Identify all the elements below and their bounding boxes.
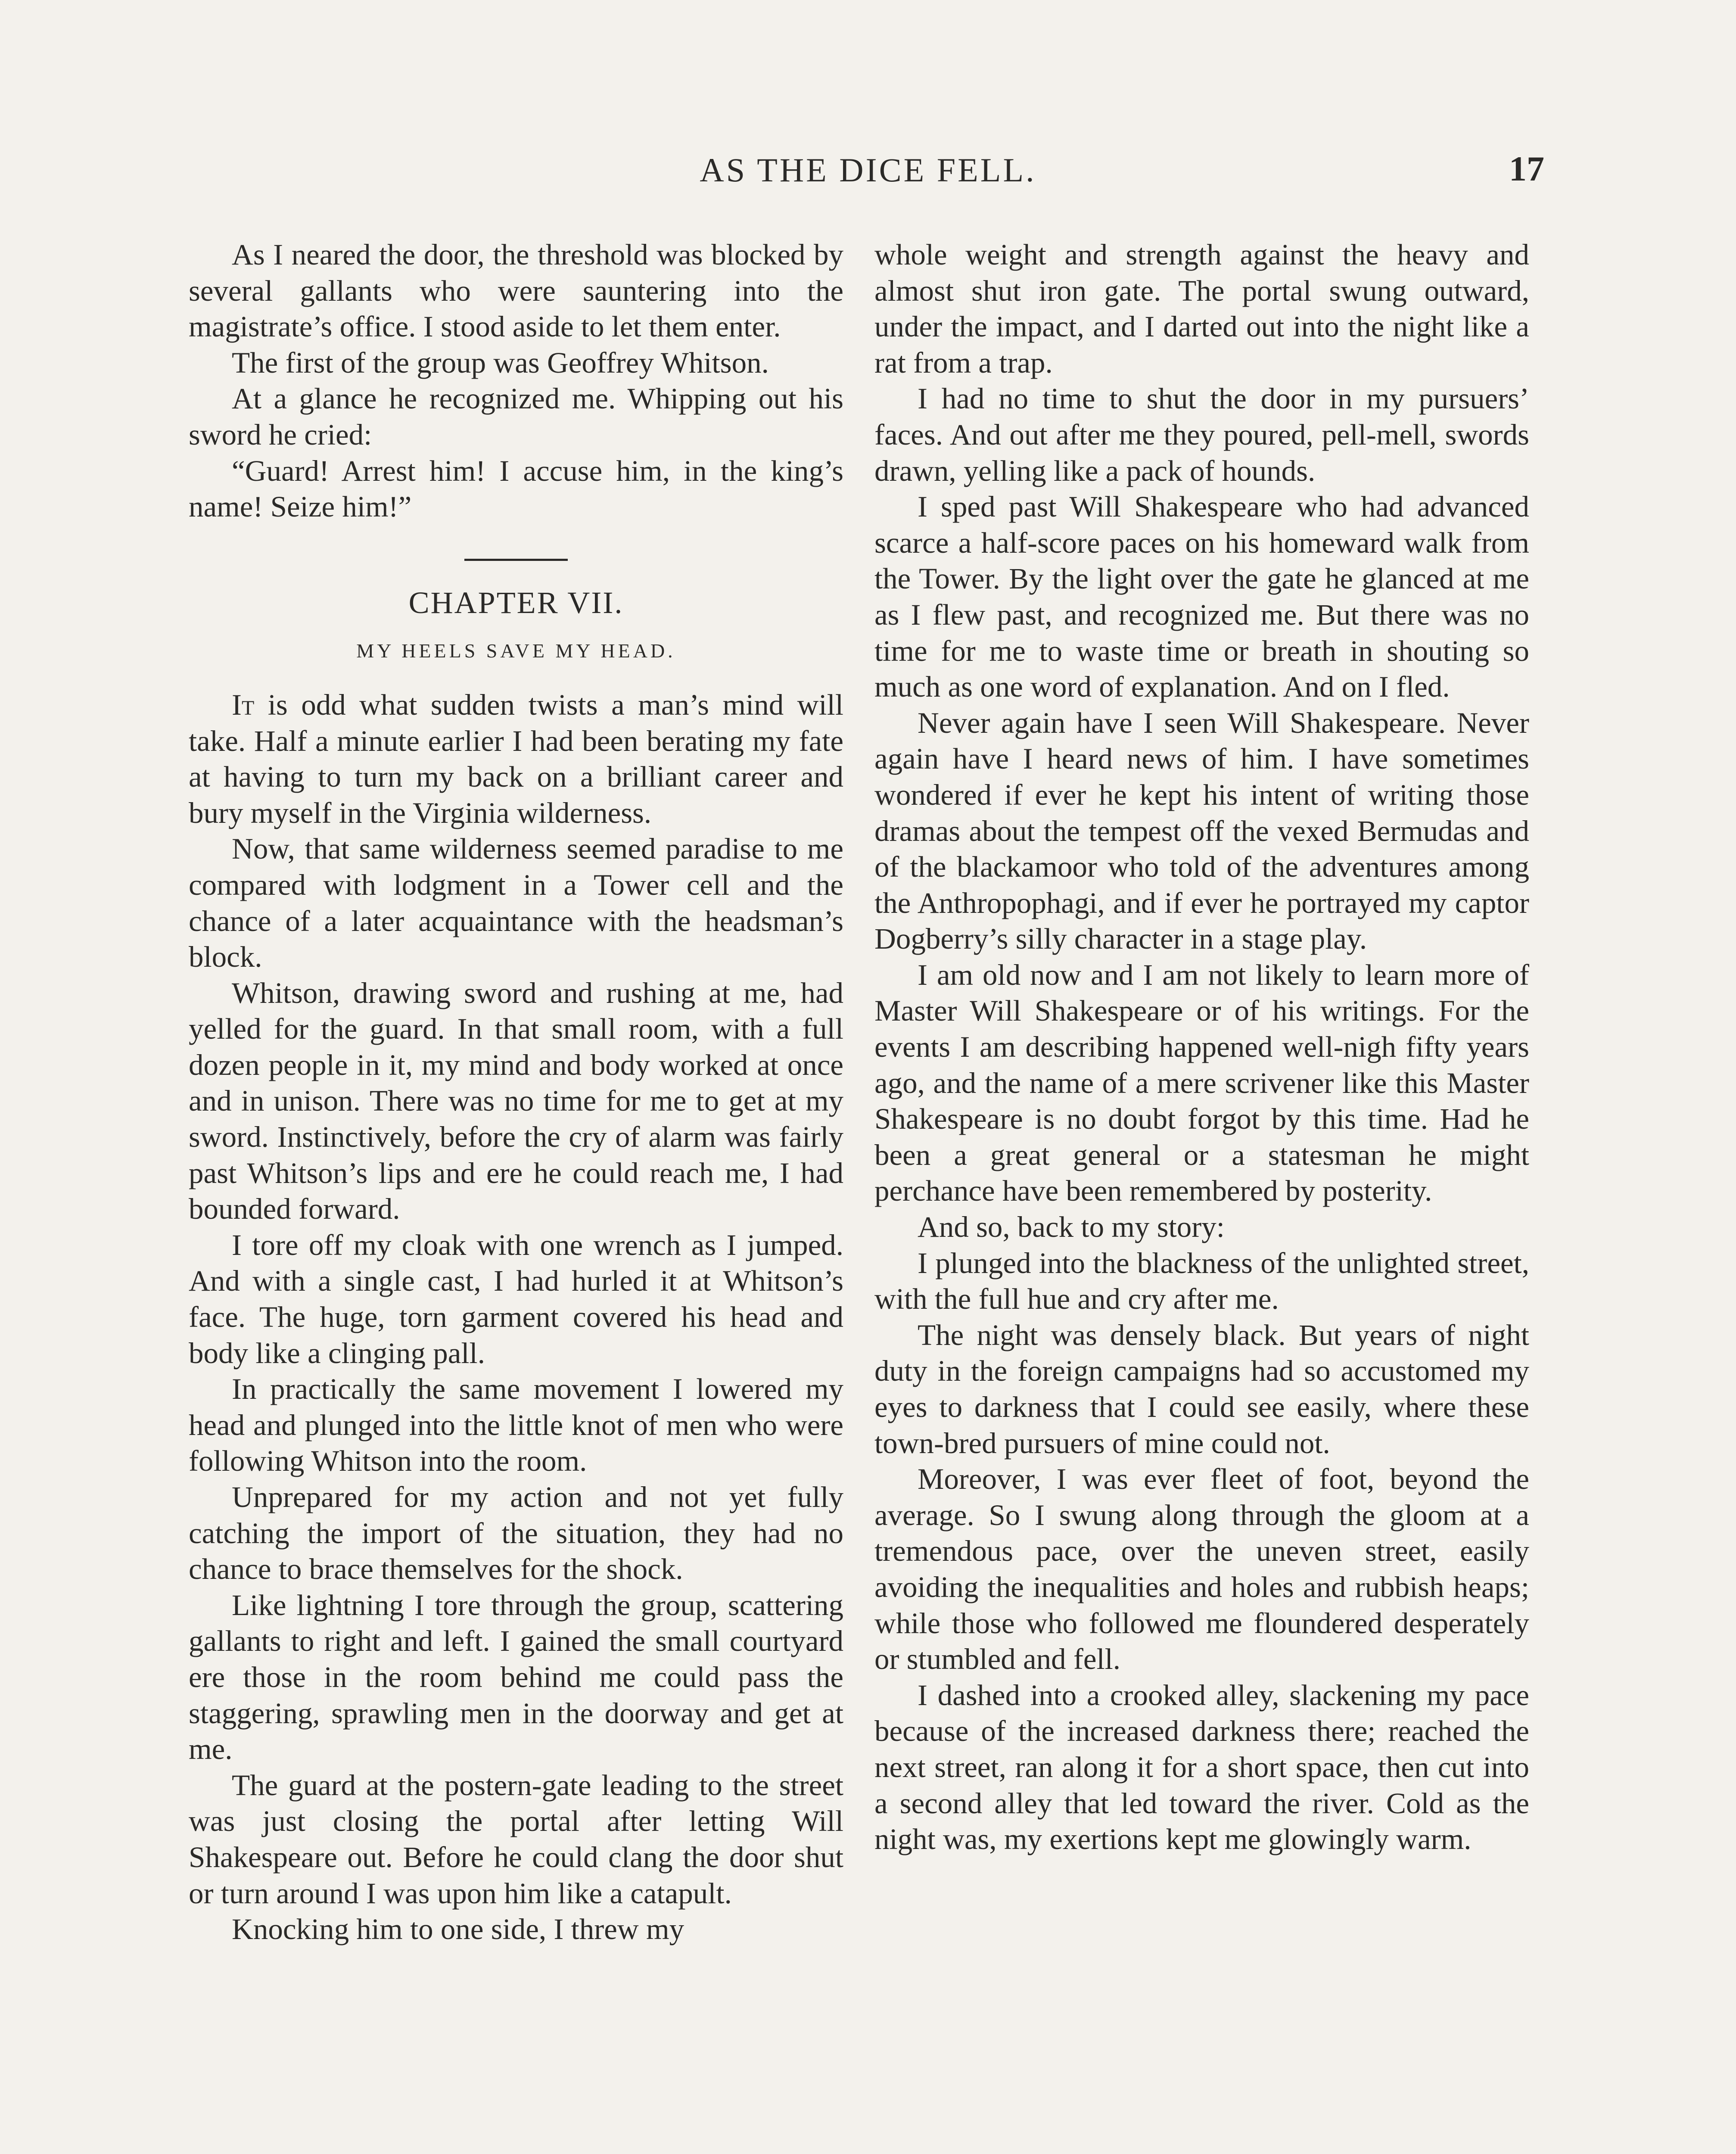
chapter-title: CHAPTER VII.	[408, 585, 624, 620]
paragraph: Knocking him to one side, I threw my	[232, 1913, 684, 1946]
paragraph: “Guard! Arrest him! I accuse him, in the king’s name! Seize him!”	[189, 454, 843, 523]
paragraph: In practically the same movement I lowered my head and plunged into the little knot of men who were following Whitson into the room.	[189, 1373, 843, 1478]
page-number: 17	[1509, 149, 1544, 188]
paragraph-continued: whole weight and strength against the heavy and almost shut iron gate. The portal swung outward, under the impact, and I darted out into the night like a rat from a trap.	[874, 238, 1529, 379]
opening-text: is odd what sudden twists a man’s mind will take. Half a minute earlier I had been berating my fate at having to turn my back on a brilliant career and bury myself in the Virginia wilderness.	[189, 688, 843, 829]
right-column	[874, 237, 1529, 1858]
paragraph: I dashed into a crooked alley, slackening my pace because of the increased darkness there; reached the next street, ran along it for a short space, then cut into a second alley that led toward the river. Cold as the night was, my exertions kept me glowingly warm.	[874, 1678, 1529, 1856]
paragraph: I sped past Will Shakespeare who had advanced scarce a half-score paces on his homeward walk from the Tower. By the light over the gate he glanced at me as I flew past, and recognized me. But there was no time for me to waste time or breath in shouting so much as one word of explanation. And on I fled.	[874, 490, 1529, 703]
running-header: AS THE DICE FELL.	[700, 151, 1036, 189]
paragraph: Like lightning I tore through the group, scattering gallants to right and left. I gained the small courtyard ere those in the room behind me could pass the staggering, sprawling men in the doorway and get at me.	[189, 1588, 843, 1766]
paragraph: The guard at the postern-gate leading to the street was just closing the portal after letting Will Shakespeare out. Before he could clang the door shut or turn around I was upon him like a catapult.	[189, 1768, 843, 1910]
paragraph: As I neared the door, the threshold was blocked by several gallants who were sauntering into the magistrate’s office. I stood aside to let them enter.	[189, 238, 843, 343]
paragraph: The first of the group was Geoffrey Whitson.	[232, 346, 769, 379]
opening-word: It	[232, 688, 255, 721]
paragraph: Whitson, drawing sword and rushing at me, had yelled for the guard. In that small room, with a full dozen people in it, my mind and body worked at once and in unison. There was no time for me to get at my sword. Instinctively, before the cry of alarm was fairly past Whitson’s lips and ere he could reach me, I had bounded forward.	[189, 976, 843, 1226]
paragraph: The night was densely black. But years of night duty in the foreign campaigns had so accustomed my eyes to darkness that I could see easily, where these town-bred pursuers of mine could not.	[874, 1318, 1529, 1460]
paragraph: And so, back to my story:	[918, 1211, 1225, 1244]
paragraph: At a glance he recognized me. Whipping out his sword he cried:	[189, 382, 843, 451]
paragraph: I am old now and I am not likely to learn more of Master Will Shakespeare or of his writings. For the events I am describing happened well-nigh fifty years ago, and the name of a mere scrivener like this Master Shakespeare is no doubt forgot by this time. Had he been a great general or a statesman he might perchance have been remembered by posterity.	[874, 958, 1529, 1208]
paragraph: Unprepared for my action and not yet fully catching the import of the situation, they had no chance to brace themselves for the shock.	[189, 1481, 843, 1586]
paragraph: I plunged into the blackness of the unlighted street, with the full hue and cry after me.	[874, 1246, 1529, 1316]
paragraph-opening	[189, 687, 843, 831]
left-column	[189, 237, 843, 1948]
paragraph: I tore off my cloak with one wrench as I jumped. And with a single cast, I had hurled it at Whitson’s face. The huge, torn garment covered his head and body like a clinging pall.	[189, 1228, 843, 1370]
section-divider	[464, 559, 568, 561]
paragraph: Moreover, I was ever fleet of foot, beyond the average. So I swung along through the gloom at a tremendous pace, over the uneven street, easily avoiding the inequalities and holes and rubbish heaps; while those who followed me floundered desperately or stumbled and fell.	[874, 1463, 1529, 1676]
paragraph: I had no time to shut the door in my pursuers’ faces. And out after me they poured, pell-mell, swords drawn, yelling like a pack of hounds.	[874, 382, 1529, 487]
paragraph: Now, that same wilderness seemed paradise to me compared with lodgment in a Tower cell and the chance of a later acquaintance with the headsman’s block.	[189, 832, 843, 974]
chapter-subtitle: MY HEELS SAVE MY HEAD.	[356, 640, 676, 662]
paragraph: Never again have I seen Will Shakespeare. Never again have I heard news of him. I have sometimes wondered if ever he kept his intent of writing those dramas about the tempest off the vexed Bermudas and of the blackamoor who told of the adventures among the Anthropophagi, and if ever he portrayed my captor Dogberry’s silly character in a stage play.	[874, 706, 1529, 956]
